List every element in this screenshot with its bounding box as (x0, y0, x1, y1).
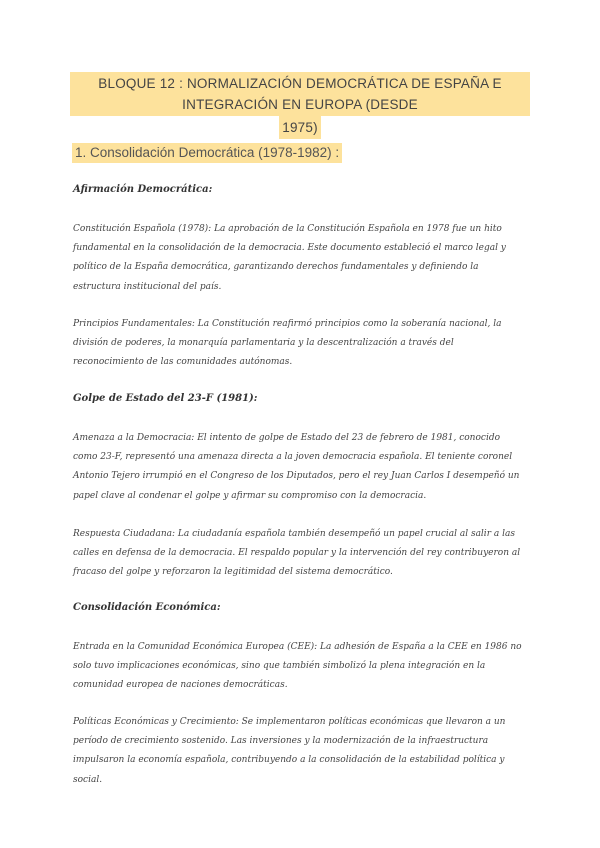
title-line-1: BLOQUE 12 : NORMALIZACIÓN DEMOCRÁTICA DE ESPAÑA E INTEGRACIÓN EN EUROPA (DESDE (70, 72, 530, 116)
subheading-economica: Consolidación Económica: (73, 602, 221, 613)
paragraph-principios: Principios Fundamentales: La Constitución reafirmó principios como la soberanía nacional, la división de poderes, la monarquía parlamentaria y la descentralización a través del reconocimiento de las comunidades autónomas. (73, 319, 502, 368)
paragraph-amenaza: Amenaza a la Democracia: El intento de golpe de Estado del 23 de febrero de 1981, conocido como 23-F, representó una amenaza directa a la joven democracia española. El teniente coronel Antonio Tejero irrumpió en el Congreso de los Diputados, pero el rey Juan Carlos I desempeñó un papel clave al condenar el golpe y afirmar su compromiso con la democracia. (73, 433, 520, 501)
subheading-golpe: Golpe de Estado del 23-F (1981): (73, 393, 258, 404)
subheading-afirmacion: Afirmación Democrática: (73, 184, 213, 195)
paragraph-cee: Entrada en la Comunidad Económica Europea (CEE): La adhesión de España a la CEE en 1986 no solo tuvo implicaciones económicas, sino que también simbolizó la plena integración en la comunidad europea de naciones democráticas. (73, 642, 522, 691)
document-title (70, 72, 530, 139)
paragraph-politicas: Políticas Económicas y Crecimiento: Se implementaron políticas económicas que llevaron a un período de crecimiento sostenido. Las inversiones y la modernización de la infraestructura impulsaron la economía española, contribuyendo a la consolidación de la estabilidad política y social. (73, 717, 506, 785)
title-line-2: 1975) (279, 116, 321, 139)
section-heading: 1. Consolidación Democrática (1978-1982) : (72, 143, 342, 163)
paragraph-constitucion: Constitución Española (1978): La aprobación de la Constitución Española en 1978 fue un hito fundamental en la consolidación de la democracia. Este documento estableció el marco legal y político de la España democrática, garantizando derechos fundamentales y definiendo la estructura institucional del país. (73, 224, 506, 292)
paragraph-respuesta: Respuesta Ciudadana: La ciudadanía española también desempeñó un papel crucial al salir a las calles en defensa de la democracia. El respaldo popular y la intervención del rey contribuyeron al fracaso del golpe y reforzaron la legitimidad del sistema democrático. (73, 529, 521, 578)
